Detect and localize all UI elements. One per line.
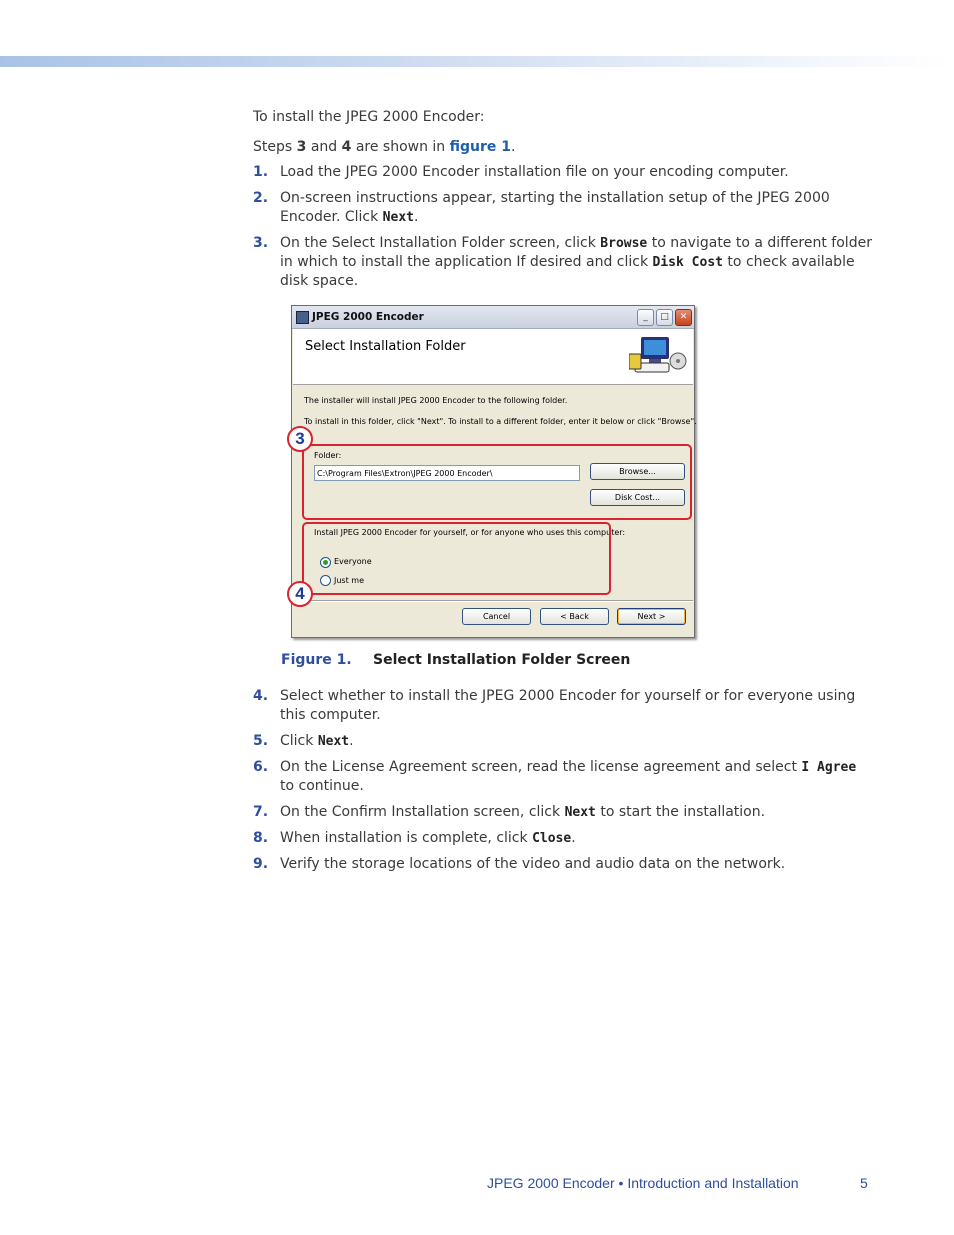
- footer-divider: [293, 600, 693, 602]
- dialog-header: [293, 329, 693, 385]
- figure-link[interactable]: figure 1: [449, 139, 512, 155]
- step-number: 1.: [253, 164, 269, 180]
- header-gradient-bar: [0, 56, 954, 67]
- just-me-label[interactable]: Just me: [334, 576, 364, 585]
- list-item: 9. Verify the storage locations of the video and audio data on the network.: [253, 856, 786, 872]
- list-item: 2. On-screen instructions appear, starting the installation setup of the JPEG 2000 Encoder. Click Next.: [253, 190, 830, 225]
- computer-install-icon: [629, 334, 689, 380]
- figure-title: Select Installation Folder Screen: [373, 652, 631, 668]
- figure-label: Figure 1.: [281, 652, 352, 668]
- close-button[interactable]: ✕: [675, 309, 692, 326]
- step-number: 3.: [253, 235, 269, 251]
- cancel-button[interactable]: Cancel: [462, 608, 531, 625]
- dialog-titlebar: [292, 306, 694, 329]
- page-number: 5: [860, 1175, 868, 1191]
- instructions-top: [253, 108, 873, 291]
- disk-cost-button[interactable]: Disk Cost...: [590, 489, 685, 506]
- dialog-header-title: Select Installation Folder: [305, 339, 466, 354]
- dialog-title: JPEG 2000 Encoder: [312, 311, 424, 323]
- step-ref-4: 4: [341, 139, 352, 155]
- list-item: 3. On the Select Installation Folder screen, click Browse to navigate to a different folder in which to install the application If desired and click Disk Cost to check available disk space.: [253, 235, 872, 289]
- callout-badge-3: 3: [287, 426, 313, 452]
- install-steps-list-b: [253, 687, 873, 874]
- folder-label: Folder:: [314, 451, 342, 460]
- instructions-bottom: [253, 680, 873, 874]
- installer-app-icon: [296, 311, 309, 324]
- list-item: 6. On the License Agreement screen, read the license agreement and select I Agree to continue.: [253, 759, 857, 794]
- command-i-agree: I Agree: [801, 760, 857, 775]
- command-next: Next: [382, 210, 414, 225]
- install-for-label: Install JPEG 2000 Encoder for yourself, or for anyone who uses this computer:: [314, 528, 626, 537]
- install-steps-list-a: [253, 163, 873, 291]
- everyone-label[interactable]: Everyone: [334, 557, 372, 566]
- minimize-button[interactable]: _: [637, 309, 654, 326]
- step-number: 6.: [253, 759, 269, 775]
- command-close: Close: [532, 831, 572, 846]
- step-number: 8.: [253, 830, 269, 846]
- step-number: 2.: [253, 190, 269, 206]
- list-item: 5. Click Next.: [253, 733, 354, 749]
- step-number: 9.: [253, 856, 269, 872]
- command-next: Next: [564, 805, 596, 820]
- footer-title: JPEG 2000 Encoder • Introduction and Installation: [487, 1175, 799, 1191]
- step-ref-3: 3: [296, 139, 307, 155]
- install-instructions-text: To install in this folder, click "Next". To install to a different folder, enter it below or click "Browse".: [304, 417, 697, 426]
- list-item: 7. On the Confirm Installation screen, click Next to start the installation.: [253, 804, 766, 820]
- folder-path-input[interactable]: C:\Program Files\Extron\JPEG 2000 Encoder\: [314, 465, 580, 481]
- list-item: 4. Select whether to install the JPEG 2000 Encoder for yourself or for everyone using this computer.: [253, 688, 856, 723]
- step-number: 7.: [253, 804, 269, 820]
- figure-caption: [281, 652, 631, 668]
- callout-box-4: [302, 522, 611, 595]
- step-number: 4.: [253, 688, 269, 704]
- command-browse: Browse: [600, 236, 648, 251]
- command-disk-cost: Disk Cost: [652, 255, 723, 270]
- steps-note: Steps 3 and 4 are shown in figure 1.: [253, 139, 516, 155]
- callout-badge-4: 4: [287, 581, 313, 607]
- callout-box-3: [302, 444, 692, 520]
- install-location-text: The installer will install JPEG 2000 Encoder to the following folder.: [304, 396, 568, 405]
- step-number: 5.: [253, 733, 269, 749]
- list-item: 1. Load the JPEG 2000 Encoder installation file on your encoding computer.: [253, 164, 789, 180]
- next-button[interactable]: Next >: [617, 608, 686, 625]
- command-next: Next: [317, 734, 350, 749]
- back-button[interactable]: < Back: [540, 608, 609, 625]
- list-item: 8. When installation is complete, click Close.: [253, 830, 576, 846]
- browse-button[interactable]: Browse...: [590, 463, 685, 480]
- maximize-button[interactable]: □: [656, 309, 673, 326]
- intro-text: To install the JPEG 2000 Encoder:: [253, 109, 485, 125]
